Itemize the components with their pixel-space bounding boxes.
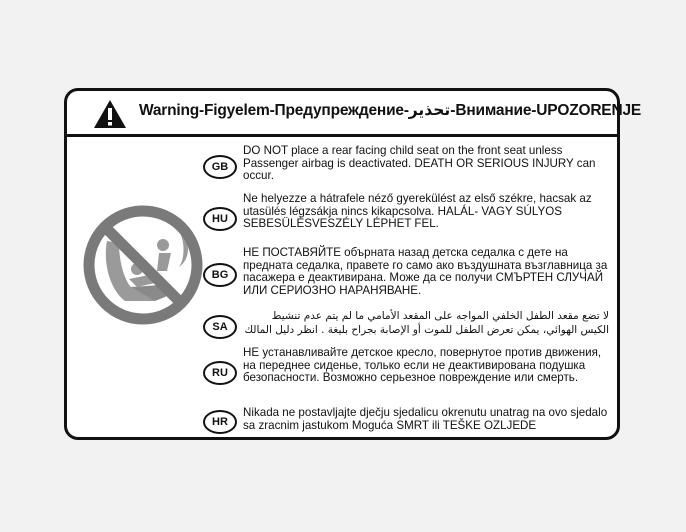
label-header (67, 91, 642, 137)
language-code-badge: BG (203, 263, 237, 287)
warning-row-gb (203, 145, 609, 185)
airbag-warning-label (64, 88, 642, 440)
warning-title: Warning-Figyelem-Предупреждение-تحذير-Внимание-UPOZORENJE (139, 102, 642, 119)
warning-text: НЕ ПОСТАВЯЙТЕ обърната назад детска седалка с дете на предната седалка, правете го само ако въздушната възглавница за пасажера е деактивирана. Може да се получи СМЪРТЕН СЛУЧАЙ ИЛИ СЕРИОЗНО НАРАНЯВАНЕ. (243, 246, 608, 297)
warning-row-ru (203, 347, 609, 399)
warning-text: DO NOT place a rear facing child seat on the front seat unless Passenger airbag is deactivated. DEATH OR SERIOUS INJURY can occur. (243, 144, 596, 183)
language-code-badge: HR (203, 410, 237, 434)
no-rear-facing-child-seat-icon (79, 201, 207, 329)
warning-text: لا تضع مقعد الطفل الخلفي المواجه على المقعد الأمامي ما لم يتم عدم تنشيط الكيس الهوائي، يمكن تعرض الطفل للموت أو الإصابة بجراح بليغة . انظر دليل المالك (244, 310, 609, 336)
warning-text: НЕ устанавливайте детское кресло, повернутое против движения, на переднее сиденье, только если не деактивирована подушка безопасности. Возможно серьезное повреждение или смерть. (243, 346, 602, 385)
warning-row-hr (203, 407, 609, 437)
language-code-badge: SA (203, 315, 237, 339)
warning-text: Nikada ne postavljajte dječju sjedalicu okrenutu unatrag na ovo sjedalo sa zracnim jastukom Moguća SMRT ili TEŠKE OZLJEDE (243, 406, 608, 432)
warning-text: Ne helyezze a hátrafele néző gyerekülést az első székre, hacsak az utasülés légzsákja nincs kikapcsolva. HALÁL- VAGY SÚLYOS SEBESÜLÉSVESZÉLY LÉPHET FEL. (243, 192, 592, 231)
language-code-badge: HU (203, 207, 237, 231)
warning-row-bg (203, 247, 609, 299)
warning-triangle-icon (93, 99, 127, 129)
warning-row-hu (203, 193, 609, 237)
warning-row-sa (203, 309, 609, 343)
language-code-badge: GB (203, 155, 237, 179)
language-code-badge: RU (203, 361, 237, 385)
